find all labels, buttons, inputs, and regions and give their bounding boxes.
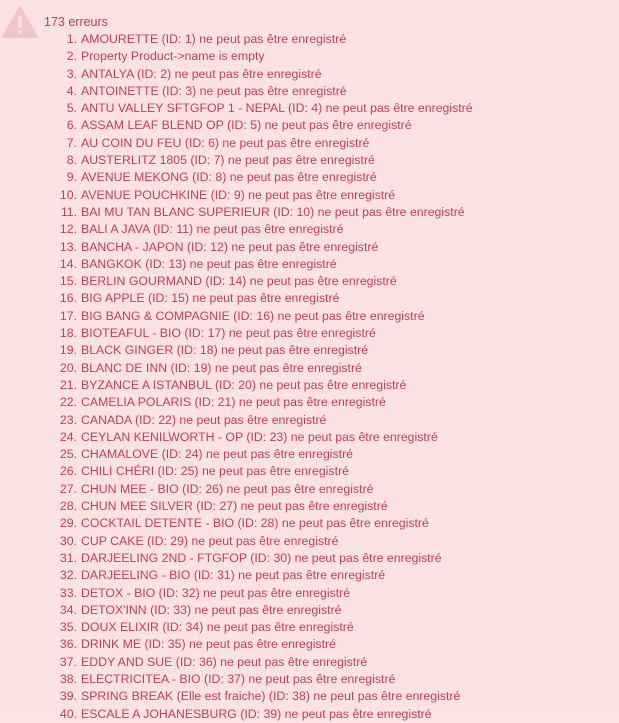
error-item-number: 20. [59,360,77,375]
error-item [0,48,619,65]
error-item-message: CHAMALOVE (ID: 24) ne peut pas être enregistré [81,447,354,462]
error-item-number: 37. [59,654,77,669]
error-item-number: 31. [59,550,77,565]
error-item [0,187,619,204]
error-item-number: 35. [59,620,77,635]
error-item-number: 13. [59,239,77,254]
error-item-message: CHILI CHÉRI (ID: 25) ne peut pas être enregistré [81,464,349,479]
error-item-message: BLANC DE INN (ID: 19) ne peut pas être enregistré [81,360,362,375]
error-item-number: 4. [66,83,77,98]
error-item-message: EDDY AND SUE (ID: 36) ne peut pas être enregistré [81,654,368,669]
error-item [0,221,619,238]
error-item-number: 7. [66,135,77,150]
error-item [0,239,619,256]
error-item-number: 28. [59,499,77,514]
error-item [0,412,619,429]
error-item-message: Property Product->name is empty [81,49,265,64]
error-item-message: CHUN MEE SILVER (ID: 27) ne peut pas être enregistré [81,499,388,514]
error-count-title: 173 erreurs [44,15,108,29]
error-item [0,671,619,688]
error-item-message: BANCHA - JAPON (ID: 12) ne peut pas être enregistré [81,239,379,254]
error-item-message: BLACK GINGER (ID: 18) ne peut pas être enregistré [81,343,369,358]
error-item-message: DARJEELING 2ND - FTGFOP (ID: 30) ne peut pas être enregistré [81,550,442,565]
error-item-message: DOUX ELIXIR (ID: 34) ne peut pas être enregistré [81,620,354,635]
error-item-message: BERLIN GOURMAND (ID: 14) ne peut pas être enregistré [81,274,397,289]
error-item-number: 32. [59,568,77,583]
error-item [0,342,619,359]
error-item-number: 2. [66,49,77,64]
error-item [0,83,619,100]
error-item-number: 10. [59,187,77,202]
error-item [0,619,619,636]
error-item-number: 3. [66,66,77,81]
error-item [0,377,619,394]
error-item-number: 15. [59,274,77,289]
error-item-message: BANGKOK (ID: 13) ne peut pas être enregistré [81,256,337,271]
error-item-message: DRINK ME (ID: 35) ne peut pas être enregistré [81,637,336,652]
error-item-message: BIOTEAFUL - BIO (ID: 17) ne peut pas être enregistré [81,326,376,341]
error-item-message: ANTOINETTE (ID: 3) ne peut pas être enregistré [81,83,347,98]
error-item-number: 29. [59,516,77,531]
error-item-message: DETOX'INN (ID: 33) ne peut pas être enregistré [81,602,342,617]
error-item-message: ASSAM LEAF BLEND OP (ID: 5) ne peut pas être enregistré [81,118,412,133]
error-item-number: 16. [59,291,77,306]
error-item-number: 23. [59,412,77,427]
error-item [0,636,619,653]
error-item [0,446,619,463]
error-item-number: 39. [59,689,77,704]
error-item [0,325,619,342]
error-item-number: 30. [59,533,77,548]
error-item-message: CANADA (ID: 22) ne peut pas être enregistré [81,412,327,427]
error-item [0,567,619,584]
error-item-number: 8. [66,153,77,168]
error-item-number: 38. [59,671,77,686]
error-item-message: ANTU VALLEY SFTGFOP 1 - NEPAL (ID: 4) ne peut pas être enregistré [81,101,473,116]
error-item [0,360,619,377]
error-item-message: AUSTERLITZ 1805 (ID: 7) ne peut pas être enregistré [81,153,375,168]
error-item-message: AMOURETTE (ID: 1) ne peut pas être enregistré [81,32,347,46]
error-item-message: BIG BANG & COMPAGNIE (ID: 16) ne peut pas être enregistré [81,308,425,323]
error-item-message: BYZANCE A ISTANBUL (ID: 20) ne peut pas être enregistré [81,377,407,392]
error-item-number: 36. [59,637,77,652]
error-item-message: DETOX - BIO (ID: 32) ne peut pas être enregistré [81,585,351,600]
error-item-message: BAI MU TAN BLANC SUPERIEUR (ID: 10) ne peut pas être enregistré [81,204,465,219]
error-item [0,256,619,273]
error-item [0,152,619,169]
error-item-message: DARJEELING - BIO (ID: 31) ne peut pas être enregistré [81,568,386,583]
error-item-number: 14. [59,256,77,271]
error-item-number: 6. [66,118,77,133]
error-item-message: BALI A JAVA (ID: 11) ne peut pas être enregistré [81,222,344,237]
error-item [0,550,619,567]
error-item-number: 12. [59,222,77,237]
error-item [0,135,619,152]
error-item [0,31,619,48]
error-item [0,66,619,83]
error-item-number: 33. [59,585,77,600]
error-item [0,204,619,221]
error-item-message: BIG APPLE (ID: 15) ne peut pas être enregistré [81,291,340,306]
error-item-message: ESCALE A JOHANESBURG (ID: 39) ne peut pas être enregistré [81,706,432,721]
error-item-message: AVENUE MEKONG (ID: 8) ne peut pas être enregistré [81,170,377,185]
error-item-number: 1. [66,32,77,46]
error-item-message: AU COIN DU FEU (ID: 6) ne peut pas être enregistré [81,135,370,150]
error-item [0,585,619,602]
error-item-message: ELECTRICITEA - BIO (ID: 37) ne peut pas être enregistré [81,671,396,686]
error-item [0,394,619,411]
error-item [0,706,619,723]
error-item-message: CHUN MEE - BIO (ID: 26) ne peut pas être enregistré [81,481,374,496]
error-item [0,169,619,186]
error-item-number: 18. [59,326,77,341]
error-item-message: CEYLAN KENILWORTH - OP (ID: 23) ne peut pas être enregistré [81,429,438,444]
error-item-message: CUP CAKE (ID: 29) ne peut pas être enregistré [81,533,339,548]
error-item-message: ANTALYA (ID: 2) ne peut pas être enregistré [81,66,322,81]
error-item [0,688,619,705]
error-item-number: 24. [59,429,77,444]
error-item-number: 17. [59,308,77,323]
error-item [0,481,619,498]
error-item-number: 19. [59,343,77,358]
error-item [0,100,619,117]
error-item-number: 34. [59,602,77,617]
error-item [0,290,619,307]
error-item [0,515,619,532]
error-item-number: 40. [59,706,77,721]
error-item-number: 5. [66,101,77,116]
error-item [0,463,619,480]
error-item-number: 9. [66,170,77,185]
error-item [0,498,619,515]
error-item-message: AVENUE POUCHKINE (ID: 9) ne peut pas être enregistré [81,187,396,202]
error-item-number: 26. [59,464,77,479]
error-item [0,654,619,671]
error-list [0,31,619,723]
error-item-message: SPRING BREAK (Elle est fraiche) (ID: 38) ne peut pas être enregistré [81,689,461,704]
error-item-number: 22. [59,395,77,410]
error-item-message: COCKTAIL DETENTE - BIO (ID: 28) ne peut pas être enregistré [81,516,429,531]
error-item-number: 25. [59,447,77,462]
error-item [0,602,619,619]
error-item [0,117,619,134]
error-item-message: CAMELIA POLARIS (ID: 21) ne peut pas être enregistré [81,395,386,410]
error-item [0,273,619,290]
error-item [0,429,619,446]
error-item [0,533,619,550]
error-item-number: 11. [60,204,77,219]
error-item-number: 27. [59,481,77,496]
error-item-number: 21. [59,377,77,392]
error-item [0,308,619,325]
